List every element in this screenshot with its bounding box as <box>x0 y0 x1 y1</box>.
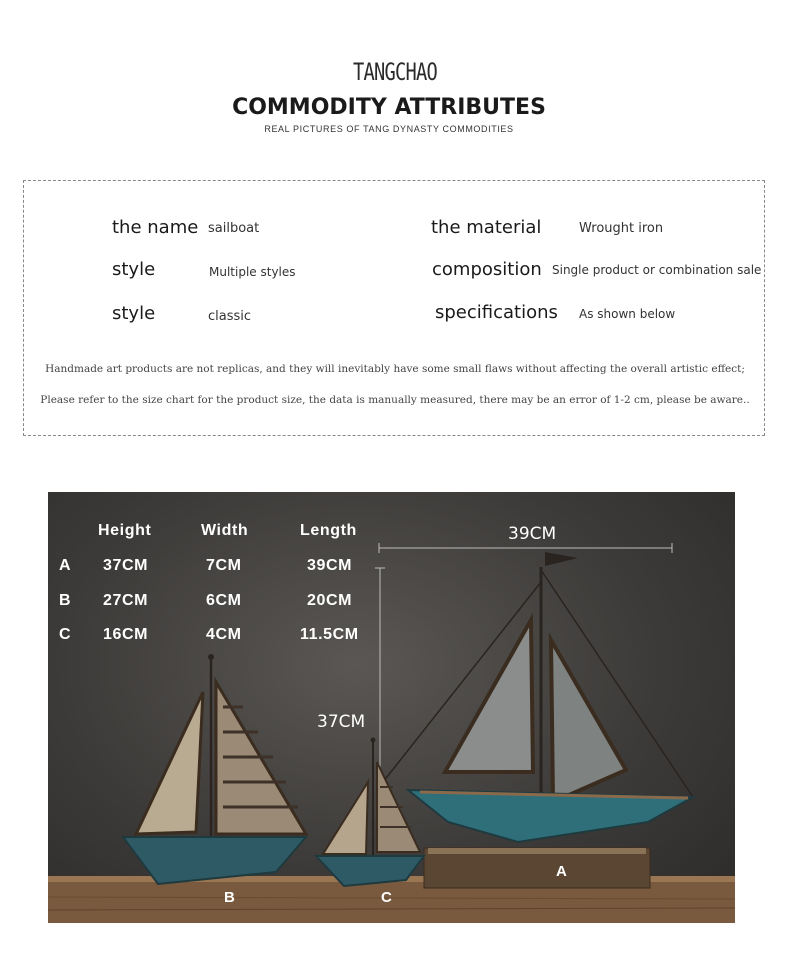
attr-material-label: the material <box>431 217 542 238</box>
attr-style2-value: classic <box>208 309 252 324</box>
size-row-length: 11.5CM <box>300 626 359 643</box>
size-header-length: Length <box>300 522 357 539</box>
size-row-width: 7CM <box>206 557 242 574</box>
sailboats-illustration <box>48 492 735 923</box>
attr-composition-label: composition <box>432 259 542 280</box>
boat-c-label: C <box>381 889 392 906</box>
size-row-id: A <box>59 557 72 574</box>
page-subtitle: REAL PICTURES OF TANG DYNASTY COMMODITIES <box>264 124 514 134</box>
attr-composition-value: Single product or combination sale <box>552 263 762 277</box>
size-row-height: 37CM <box>103 557 149 574</box>
attr-name-label: the name <box>112 217 199 238</box>
product-photo <box>48 492 735 923</box>
attr-specifications-value: As shown below <box>579 307 676 321</box>
size-row-height: 16CM <box>103 626 149 643</box>
size-row-id: B <box>59 592 72 609</box>
boat-b <box>123 654 306 884</box>
boat-a <box>383 552 693 888</box>
length-dimension-label: 39CM <box>508 524 557 544</box>
size-row-height: 27CM <box>103 592 149 609</box>
boat-a-label: A <box>556 863 567 880</box>
size-row-width: 6CM <box>206 592 242 609</box>
sail-jib <box>323 782 368 854</box>
size-row-width: 4CM <box>206 626 242 643</box>
note-handmade: Handmade art products are not replicas, and they will inevitably have some small flaws without affecting the overall artistic effect; <box>45 363 745 375</box>
size-row-length: 20CM <box>307 592 353 609</box>
attr-material-value: Wrought iron <box>579 221 664 236</box>
attr-style2-label: style <box>112 303 156 324</box>
boat-b-label: B <box>224 889 235 906</box>
flag <box>545 552 578 566</box>
brand-logo: TANGCHAO <box>353 58 437 86</box>
page-title: COMMODITY ATTRIBUTES <box>232 95 546 120</box>
note-size: Please refer to the size chart for the product size, the data is manually measured, there may be an error of 1-2 cm, please be aware.. <box>40 394 750 406</box>
attr-name-value: sailboat <box>208 221 260 236</box>
size-header-width: Width <box>201 522 249 539</box>
boat-c <box>316 738 424 887</box>
attributes-panel <box>23 180 765 436</box>
sail-main <box>445 620 533 772</box>
attr-style-label: style <box>112 259 156 280</box>
height-dimension-label: 37CM <box>317 712 366 732</box>
size-row-length: 39CM <box>307 557 353 574</box>
size-row-id: C <box>59 626 72 643</box>
sail-jib <box>136 692 203 834</box>
sail-fore <box>551 640 626 802</box>
attr-style-value: Multiple styles <box>209 265 296 279</box>
size-header-height: Height <box>98 522 152 539</box>
attr-specifications-label: specifications <box>435 302 558 323</box>
